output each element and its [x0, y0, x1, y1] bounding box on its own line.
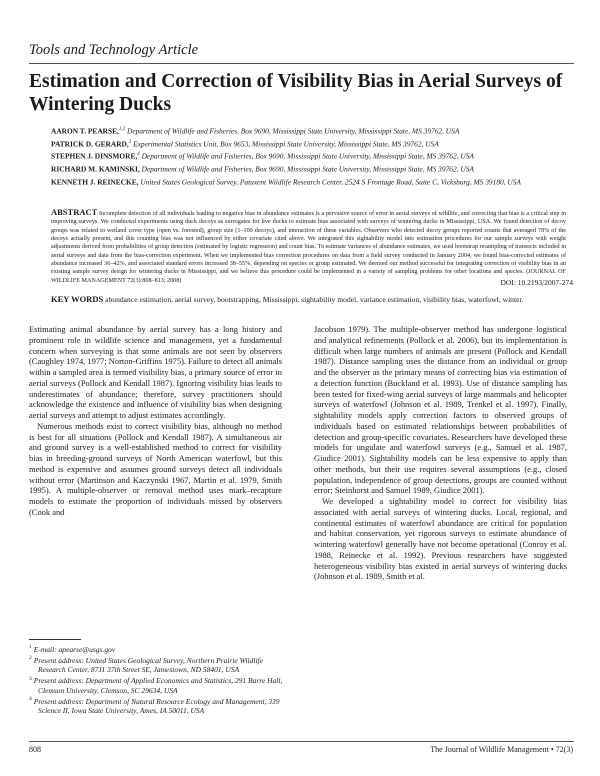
author-affiliation: Department of Wildlife and Fisheries, Box 9690, Mississippi State University, Mississippi State, MS 39762, USA	[139, 151, 474, 161]
footnote-mark: 1	[29, 644, 32, 650]
section-label: Tools and Technology Article	[29, 42, 199, 58]
footnote-text: Present address: Department of Natural Resource Ecology and Management, 339 Science II, Iowa State University, Ames, IA 50011, USA	[33, 696, 280, 715]
footer-rule	[29, 741, 574, 742]
author-entry	[51, 175, 566, 188]
footnote-mark: 4	[29, 696, 32, 702]
header-rule	[29, 63, 574, 64]
footnote-text: Present address: United States Geological Survey, Northern Prairie Wildlife Research Center, 8711 37th Street SE, Jamestown, ND 58401, USA	[33, 655, 263, 674]
author-affiliation: Department of Wildlife and Fisheries, Box 9690, Mississippi State University, Mississippi State, MS 39762, USA	[125, 126, 460, 136]
author-affiliation: Department of Wildlife and Fisheries, Box 9690, Mississippi State University, Mississippi State, MS 39762, USA	[139, 164, 474, 174]
author-name: PATRICK D. GERARD,	[51, 139, 129, 149]
author-entry	[51, 162, 566, 175]
footnote-rule	[29, 639, 81, 640]
footnotes	[29, 643, 284, 716]
paragraph: We developed a sightability model to correct for visibility bias associated with aerial surveys of wintering ducks. Local, regional, and continental estimates of waterfowl abundance are critical for population and habitat conservation, yet rigorous surveys to estimate abundance of wintering waterfowl generally have not become operational (Conroy et al. 1988, Reinecke et al. 1992). Previous researchers have suggested heterogeneous visibility bias existed in aerial surveys of wintering ducks (Johnson et al. 1989, Smith et al.	[314, 496, 567, 582]
article-title: Estimation and Correction of Visibility Bias in Aerial Surveys of Wintering Ducks	[29, 71, 563, 115]
page-number: 808	[29, 745, 41, 754]
abstract-text: Incomplete detection of all individuals leading to negative bias in abundance estimates is a pervasive source of error in aerial surveys of wildlife, and correcting that bias is a critical step in improving surveys. We conducted experiments using duck decoys as surrogates for live ducks to estimate bias associated with surveys of wintering ducks in Mississippi, USA. We found detection of decoy groups was related to wetland cover type (open vs. forested), group size (1–100 decoys), and interaction of these variables. Observers who detected decoy groups reported counts that averaged 78% of the decoys actually present, and this counting bias was not influenced by either covariate cited above. We integrated this sightability model into estimation procedures for our sample surveys with weight adjustments derived from probabilities of group detection (estimated by logistic regression) and count bias. To estimate variances of abundance estimates, we used bootstrap resampling of transects included in aerial surveys and data from the bias-correction experiment. When we implemented bias correction procedures on data from a field survey conducted in January 2004, we found bias-corrected estimates of abundance increased 36–42%, and associated standard errors increased 38–55%, depending on species or group estimated. We deemed our method successful for integrating correction of visibility bias in an existing sample survey design for wintering ducks in Mississippi, and we believe this procedure could be implemented in a variety of sampling problems for other locations and species. (JOURNAL OF WILDLIFE MANAGEMENT 72(3):808–813; 2008)	[51, 211, 566, 284]
keywords-text: abundance estimation, aerial survey, bootstrapping, Mississippi, sightability model, variance estimation, visibility bias, waterfowl, winter.	[105, 295, 524, 304]
abstract	[51, 208, 566, 285]
paragraph: Jacobson 1979). The multiple-observer method has undergone logistical and analytical refinements (Pollock et al. 2006), but its implementation is difficult when large numbers of animals are present (Pollock and Kendall 1987). Distance sampling uses the distance from an individual or group and the observer as the primary means of correcting bias via estimation of a detection function (Buckland et al. 1993). Use of distance sampling has been tested for fixed-wing aerial surveys of large mammals and helicopter surveys of waterfowl (Johnson et al. 1989, Trenkel et al. 1997). Finally, sightability models apply correction factors to observed groups of individuals based on estimated relationships between probabilities of detection and group-specific covariates. Researchers have developed these models for ungulate and waterfowl surveys (e.g., Samuel et al. 1987, Giudice 2001). Sightability models can be less expensive to apply than other methods, but their use requires several assumptions (e.g., closed population, independence of group detections, groups are counted without error; Steinhorst and Samuel 1989, Giudice 2001).	[314, 324, 567, 496]
doi: DOI: 10.2193/2007-274	[500, 278, 573, 287]
author-name: AARON T. PEARSE,	[51, 126, 119, 136]
author-footnote-mark: 3	[128, 139, 132, 145]
author-footnote-mark: 4	[137, 152, 140, 158]
keywords-label: KEY WORDS	[51, 294, 104, 304]
paragraph: Estimating animal abundance by aerial survey has a long history and prominent role in wildlife science and management, yet a fundamental concern when surveying is that some animals are not seen by observers (Caughley 1974, 1977; Norton-Griffins 1975). Failure to detect all animals within a sampled area is termed visibility bias, a primary source of error in aerial surveys (Pollock and Kendall 1987). Ignoring visibility bias leads to underestimates of abundance; therefore, survey practitioners should acknowledge the existence and influence of visibility bias when designing aerial surveys and attempt to adjust estimates accordingly.	[29, 324, 282, 420]
footnote-text: E-mail: apearse@usgs.gov	[33, 644, 116, 654]
author-name: STEPHEN J. DINSMORE,	[51, 151, 138, 161]
author-entry	[51, 124, 566, 137]
footnote	[29, 643, 284, 654]
body-column-right	[314, 324, 567, 582]
footnote	[29, 695, 284, 716]
footnote	[29, 654, 284, 675]
footnote-mark: 3	[29, 675, 32, 682]
footnote-text: Present address: Department of Applied Economics and Statistics, 291 Barre Hall, Clemson University, Clemson, SC 29634, USA	[33, 676, 283, 695]
body-column-left	[29, 324, 282, 518]
author-name: KENNETH J. REINECKE,	[51, 177, 139, 187]
journal-name: The Journal of Wildlife Management • 72(3)	[430, 745, 573, 754]
paragraph: Numerous methods exist to correct visibility bias, although no method is best for all situations (Pollock and Kendall 1987). A simultaneous air and ground survey is a well-established method to correct for visibility bias in breeding-ground surveys of North American waterfowl, but this method is expensive and assumes ground surveys detect all individuals without error (Martinson and Kaczynski 1967, Martin et al. 1979, Smith 1995). A multiple-observer or removal method uses mark–recapture models to estimate the proportion of individuals missed by observers (Cook and	[29, 420, 282, 517]
abstract-label: ABSTRACT	[51, 207, 98, 217]
keywords	[51, 294, 571, 305]
footnote-mark: 2	[29, 655, 32, 661]
author-list	[51, 124, 566, 187]
author-entry	[51, 149, 566, 162]
footnote	[29, 675, 284, 696]
author-affiliation: Experimental Statistics Unit, Box 9653, Mississippi State University, Mississippi State, MS 39762, USA	[131, 139, 439, 149]
author-name: RICHARD M. KAMINSKI,	[51, 164, 140, 174]
author-entry	[51, 137, 566, 150]
author-affiliation: United States Geological Survey, Patuxent Wildlife Research Center, 2524 S Frontage Road, Suite C, Vicksburg, MS 39180, USA	[138, 177, 521, 187]
author-footnote-mark: 1,2	[118, 127, 126, 132]
